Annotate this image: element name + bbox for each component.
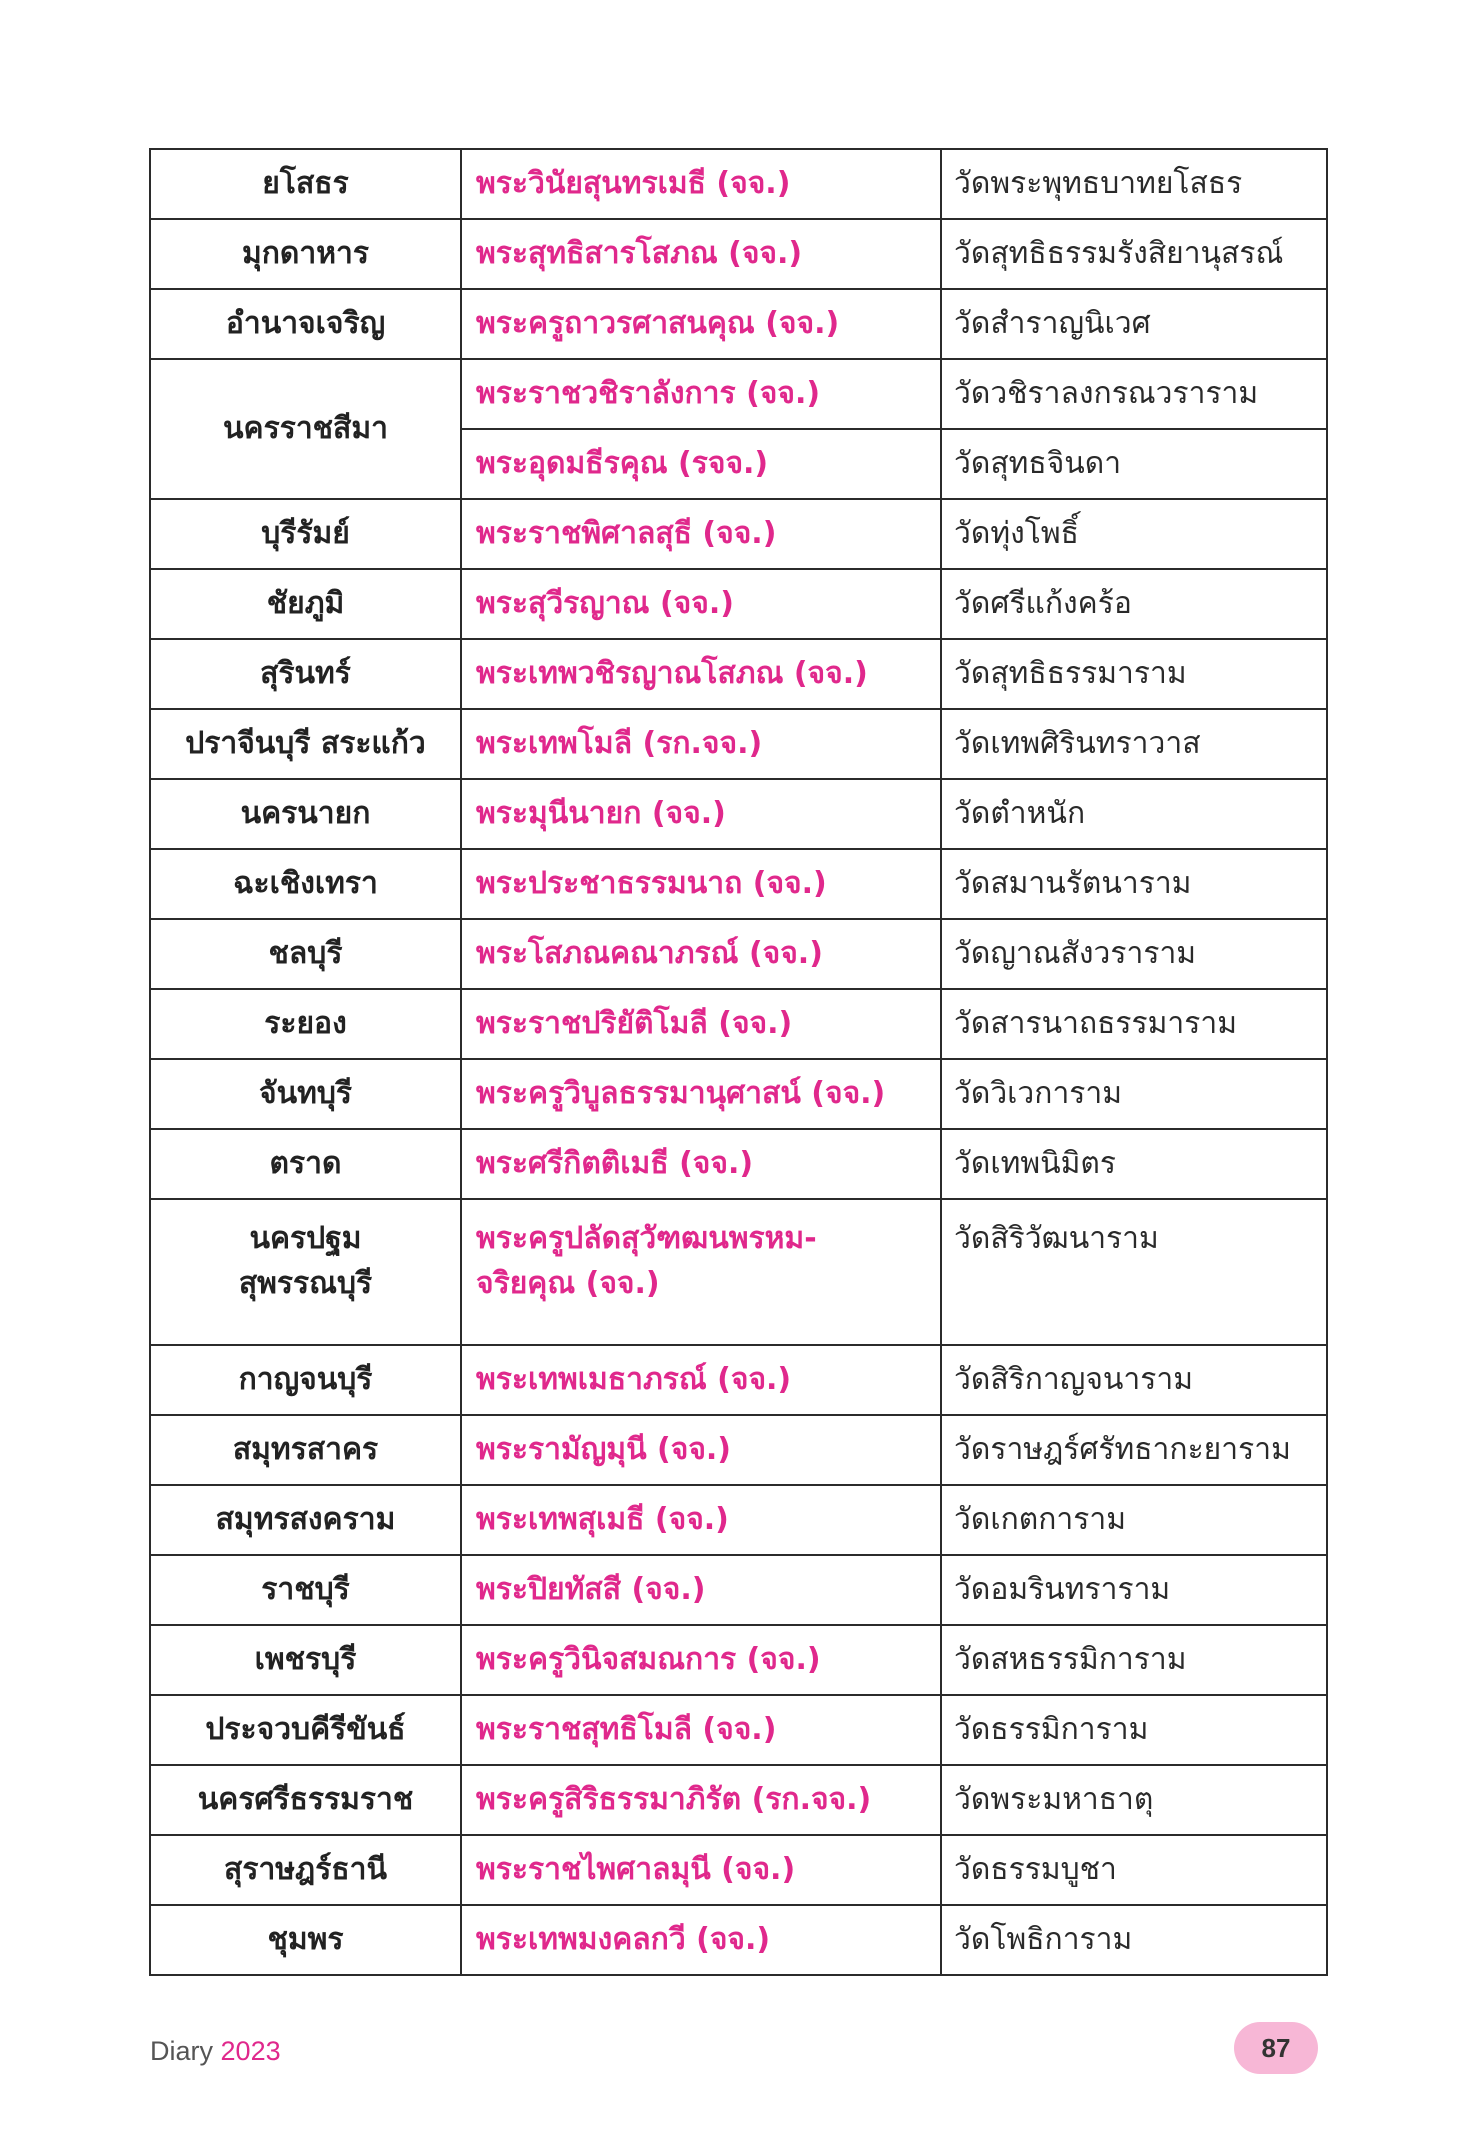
province-cell: เพชรบุรี — [150, 1625, 461, 1695]
temple-cell: วัดสุทธิธรรมาราม — [941, 639, 1327, 709]
table-row — [150, 289, 1327, 359]
table-row — [150, 569, 1327, 639]
temple-cell: วัดสหธรรมิการาม — [941, 1625, 1327, 1695]
table-row — [150, 1485, 1327, 1555]
abbot-cell: พระประชาธรรมนาถ (จจ.) — [461, 849, 941, 919]
temple-cell: วัดสุทธจินดา — [941, 429, 1327, 499]
temple-cell: วัดราษฎร์ศรัทธากะยาราม — [941, 1415, 1327, 1485]
footer-diary-label — [150, 2036, 281, 2067]
table-row — [150, 1345, 1327, 1415]
abbot-cell: พระเทพสุเมธี (จจ.) — [461, 1485, 941, 1555]
temple-cell: วัดวชิราลงกรณวราราม — [941, 359, 1327, 429]
province-cell — [150, 1199, 461, 1345]
table-row — [150, 1625, 1327, 1695]
abbot-cell: พระครูวิบูลธรรมานุศาสน์ (จจ.) — [461, 1059, 941, 1129]
table-row — [150, 149, 1327, 219]
table-row — [150, 1415, 1327, 1485]
province-cell: สุรินทร์ — [150, 639, 461, 709]
province-cell: สมุทรสงคราม — [150, 1485, 461, 1555]
temple-cell: วัดสิริกาญจนาราม — [941, 1345, 1327, 1415]
abbot-cell — [461, 1199, 941, 1345]
abbot-cell: พระราชไพศาลมุนี (จจ.) — [461, 1835, 941, 1905]
table-row — [150, 219, 1327, 289]
abbot-cell: พระสุวีรญาณ (จจ.) — [461, 569, 941, 639]
province-cell: นครศรีธรรมราช — [150, 1765, 461, 1835]
footer-year: 2023 — [220, 2036, 281, 2066]
province-cell: จันทบุรี — [150, 1059, 461, 1129]
temple-cell: วัดศรีแก้งคร้อ — [941, 569, 1327, 639]
province-cell: ฉะเชิงเทรา — [150, 849, 461, 919]
page-number: 87 — [1261, 2032, 1291, 2063]
abbot-cell: พระศรีกิตติเมธี (จจ.) — [461, 1129, 941, 1199]
temple-cell: วัดเกตการาม — [941, 1485, 1327, 1555]
abbot-cell: พระเทพมงคลกวี (จจ.) — [461, 1905, 941, 1975]
province-cell: ปราจีนบุรี สระแก้ว — [150, 709, 461, 779]
abbot-cell: พระราชวชิราลังการ (จจ.) — [461, 359, 941, 429]
abbot-cell: พระเทพวชิรญาณโสภณ (จจ.) — [461, 639, 941, 709]
table-row — [150, 639, 1327, 709]
abbot-cell: พระสุทธิสารโสภณ (จจ.) — [461, 219, 941, 289]
temple-cell: วัดโพธิการาม — [941, 1905, 1327, 1975]
province-cell: ชัยภูมิ — [150, 569, 461, 639]
province-cell: ระยอง — [150, 989, 461, 1059]
province-cell: ชุมพร — [150, 1905, 461, 1975]
abbot-cell: พระโสภณคณาภรณ์ (จจ.) — [461, 919, 941, 989]
province-cell: ยโสธร — [150, 149, 461, 219]
province-line: สุพรรณบุรี — [238, 1266, 373, 1301]
table-row — [150, 359, 1327, 429]
table-row — [150, 1835, 1327, 1905]
table-row — [150, 779, 1327, 849]
abbot-cell: พระอุดมธีรคุณ (รจจ.) — [461, 429, 941, 499]
abbot-cell: พระเทพโมลี (รก.จจ.) — [461, 709, 941, 779]
abbot-cell: พระรามัญมุนี (จจ.) — [461, 1415, 941, 1485]
table-row — [150, 1129, 1327, 1199]
table-row — [150, 709, 1327, 779]
temple-cell: วัดญาณสังวราราม — [941, 919, 1327, 989]
temple-cell: วัดพระมหาธาตุ — [941, 1765, 1327, 1835]
page-number-badge — [1234, 2022, 1318, 2074]
abbot-cell: พระครูวินิจสมณการ (จจ.) — [461, 1625, 941, 1695]
temple-cell: วัดสุทธิธรรมรังสิยานุสรณ์ — [941, 219, 1327, 289]
footer-label: Diary — [150, 2036, 214, 2066]
province-cell: นครราชสีมา — [150, 359, 461, 499]
table-row — [150, 499, 1327, 569]
temple-cell: วัดพระพุทธบาทยโสธร — [941, 149, 1327, 219]
abbot-cell: พระราชพิศาลสุธี (จจ.) — [461, 499, 941, 569]
abbot-directory-table — [149, 148, 1326, 1976]
abbot-cell: พระราชปริยัติโมลี (จจ.) — [461, 989, 941, 1059]
temple-cell: วัดธรรมบูชา — [941, 1835, 1327, 1905]
table-row — [150, 1059, 1327, 1129]
abbot-cell: พระปิยทัสสี (จจ.) — [461, 1555, 941, 1625]
province-cell: บุรีรัมย์ — [150, 499, 461, 569]
province-cell: ประจวบคีรีขันธ์ — [150, 1695, 461, 1765]
abbot-line: จริยคุณ (จจ.) — [476, 1266, 660, 1301]
abbot-cell: พระมุนีนายก (จจ.) — [461, 779, 941, 849]
temple-line: วัดสิริวัฒนาราม — [954, 1221, 1159, 1256]
temple-cell: วัดสมานรัตนาราม — [941, 849, 1327, 919]
temple-cell: วัดสำราญนิเวศ — [941, 289, 1327, 359]
table-row — [150, 1555, 1327, 1625]
table-row — [150, 849, 1327, 919]
temple-cell: วัดตำหนัก — [941, 779, 1327, 849]
province-cell: มุกดาหาร — [150, 219, 461, 289]
province-cell: ชลบุรี — [150, 919, 461, 989]
province-cell: นครนายก — [150, 779, 461, 849]
temple-cell: วัดวิเวการาม — [941, 1059, 1327, 1129]
table-row — [150, 1199, 1327, 1345]
table-row — [150, 989, 1327, 1059]
province-cell: ตราด — [150, 1129, 461, 1199]
province-cell: สมุทรสาคร — [150, 1415, 461, 1485]
table-row — [150, 1695, 1327, 1765]
province-cell: ราชบุรี — [150, 1555, 461, 1625]
temple-cell: วัดธรรมิการาม — [941, 1695, 1327, 1765]
abbot-cell: พระราชสุทธิโมลี (จจ.) — [461, 1695, 941, 1765]
temple-cell — [941, 1199, 1327, 1345]
province-cell: กาญจนบุรี — [150, 1345, 461, 1415]
abbot-cell: พระวินัยสุนทรเมธี (จจ.) — [461, 149, 941, 219]
abbot-cell: พระเทพเมธาภรณ์ (จจ.) — [461, 1345, 941, 1415]
temple-cell: วัดเทพศิรินทราวาส — [941, 709, 1327, 779]
province-cell: สุราษฎร์ธานี — [150, 1835, 461, 1905]
abbot-cell: พระครูถาวรศาสนคุณ (จจ.) — [461, 289, 941, 359]
province-line: นครปฐม — [249, 1221, 362, 1256]
table-row — [150, 1765, 1327, 1835]
table-row — [150, 919, 1327, 989]
abbot-cell: พระครูสิริธรรมาภิรัต (รก.จจ.) — [461, 1765, 941, 1835]
temple-cell: วัดเทพนิมิตร — [941, 1129, 1327, 1199]
province-cell: อำนาจเจริญ — [150, 289, 461, 359]
temple-cell: วัดสารนาถธรรมาราม — [941, 989, 1327, 1059]
abbot-line: พระครูปลัดสุวัฑฒนพรหม- — [476, 1221, 817, 1256]
table — [149, 148, 1328, 1976]
temple-cell: วัดทุ่งโพธิ์ — [941, 499, 1327, 569]
temple-cell: วัดอมรินทราราม — [941, 1555, 1327, 1625]
table-row — [150, 1905, 1327, 1975]
